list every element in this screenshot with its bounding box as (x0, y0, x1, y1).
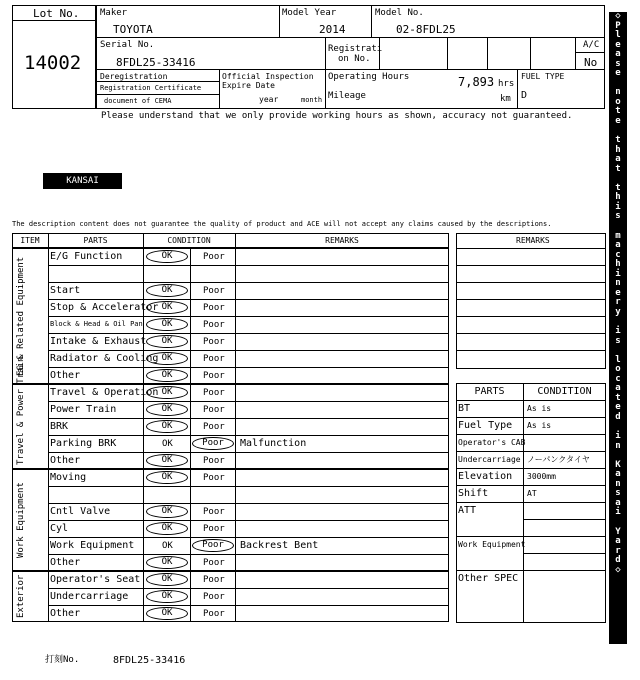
vertical-notice-bar (609, 12, 627, 644)
sidebar-char: m (615, 230, 621, 241)
registration-certificate-label: Registration Certificate (100, 84, 202, 92)
row-divider (48, 418, 449, 419)
remark-text: Malfunction (240, 438, 307, 449)
condition-ok: OK (146, 454, 188, 467)
sidebar-char: ◇ (615, 564, 621, 575)
row-divider (48, 554, 449, 555)
group-label: Work Equipment (16, 482, 26, 558)
condition-poor: Poor (203, 337, 225, 347)
spec-part: Fuel Type (458, 420, 513, 431)
row-divider (48, 401, 449, 402)
inspection-label-1: Official Inspection (222, 72, 314, 81)
document-cema-label: document of CEMA (104, 97, 172, 105)
row-divider (456, 417, 606, 418)
condition-header: CONDITION (537, 386, 592, 397)
sidebar-char: K (615, 459, 621, 470)
row-divider (456, 434, 606, 435)
col-item-header: ITEM (20, 236, 40, 245)
col-remarks-header: REMARKS (325, 236, 359, 245)
sidebar-char: a (615, 240, 621, 251)
sidebar-char: n (615, 440, 621, 451)
row-divider (456, 536, 606, 537)
row-divider (523, 519, 606, 520)
sidebar-char: l (615, 354, 621, 365)
part-name: Block & Head & Oil Pan (50, 320, 143, 328)
group-label: Exterior (16, 574, 26, 618)
spec-part: Work Equipment (458, 540, 526, 549)
part-name: Other (50, 608, 81, 619)
row-divider (48, 435, 449, 436)
row-divider (456, 451, 606, 452)
row-divider (48, 282, 449, 283)
condition-ok: OK (146, 369, 188, 382)
condition-ok: OK (146, 250, 188, 263)
km-label: km (500, 94, 511, 104)
serial-label: Serial No. (100, 40, 155, 50)
remarks-rule-line (456, 248, 606, 249)
sidebar-char: a (615, 49, 621, 60)
condition-ok: OK (146, 386, 188, 399)
part-name: Moving (50, 472, 87, 483)
column-divider (523, 383, 524, 623)
remark-text: Backrest Bent (240, 540, 319, 551)
condition-poor: Poor (203, 558, 225, 568)
sidebar-char: i (615, 268, 621, 279)
fuel-type-value: D (521, 90, 528, 101)
row-divider (48, 350, 449, 351)
row-divider (48, 452, 449, 453)
sidebar-char: i (615, 326, 621, 337)
hrs-label: hrs (498, 79, 515, 89)
sidebar-char: ◇ (615, 11, 621, 21)
sidebar-char: t (615, 392, 621, 403)
model-year-label: Model Year (282, 8, 337, 18)
remarks-rule-line (456, 265, 606, 266)
spec-part: Undercarriage (458, 455, 521, 464)
row-divider (48, 265, 449, 266)
maker-label: Maker (100, 8, 128, 18)
condition-ok: OK (146, 590, 188, 603)
remarks-rule-line (456, 282, 606, 283)
sidebar-char: o (615, 364, 621, 375)
sidebar-char: s (615, 58, 621, 69)
parts-table-border (456, 383, 606, 623)
part-name: Other (50, 370, 81, 381)
spec-part: Other SPEC (458, 573, 519, 584)
row-divider (48, 367, 449, 368)
sidebar-char: c (615, 373, 621, 384)
parts-header: PARTS (474, 386, 505, 397)
operating-hours-value: 7,893 (458, 75, 495, 89)
row-divider (48, 316, 449, 317)
condition-ok: OK (146, 420, 188, 433)
sidebar-char: e (615, 287, 621, 298)
part-name: Radiator & Cooling (50, 353, 159, 364)
sidebar-char: i (615, 201, 621, 212)
condition-ok: OK (146, 573, 188, 586)
model-year-value: 2014 (319, 23, 346, 36)
header-divider (456, 400, 606, 401)
location-badge: KANSAI (43, 173, 122, 189)
spec-part: BT (458, 403, 471, 414)
sidebar-char: d (615, 411, 621, 422)
part-name: Cyl (50, 523, 69, 534)
sidebar-char: i (615, 507, 621, 518)
part-name: Parking BRK (50, 438, 117, 449)
sidebar-char: t (615, 135, 621, 146)
condition-poor: Poor (203, 320, 225, 330)
condition-poor: Poor (203, 473, 225, 483)
condition-poor: Poor (203, 252, 225, 262)
sidebar-char: r (615, 545, 621, 556)
column-divider (143, 571, 144, 622)
condition-ok: OK (146, 335, 188, 348)
sidebar-char: h (615, 259, 621, 270)
spec-part: ATT (458, 505, 477, 516)
row-divider (456, 485, 606, 486)
part-name: Cntl Valve (50, 506, 111, 517)
mileage-label: Mileage (328, 91, 366, 101)
condition-poor: Poor (192, 539, 234, 552)
col-parts-header: PARTS (83, 236, 108, 245)
sidebar-char: e (615, 402, 621, 413)
column-divider (48, 384, 49, 469)
month-label: month (301, 96, 323, 104)
sidebar-char: t (615, 163, 621, 174)
sidebar-char: Y (615, 526, 621, 537)
condition-poor: Poor (203, 422, 225, 432)
condition-ok: OK (146, 522, 188, 535)
row-divider (48, 333, 449, 334)
spec-part: Shift (458, 488, 489, 499)
spec-part: Operator's CAB (458, 438, 526, 447)
part-name: BRK (50, 421, 69, 432)
condition-ok: OK (146, 505, 188, 518)
part-name: Travel & Operation (50, 387, 159, 398)
sidebar-char: a (615, 383, 621, 394)
sidebar-char: d (615, 555, 621, 566)
sidebar-char: e (615, 116, 621, 127)
row-divider (456, 468, 606, 469)
sidebar-char: h (615, 192, 621, 203)
remarks-rule-line (456, 316, 606, 317)
part-name: Start (50, 285, 81, 296)
condition-ok: OK (146, 556, 188, 569)
deregistration-label: Deregistration (100, 72, 168, 81)
row-divider (523, 553, 606, 554)
sidebar-char: n (615, 87, 621, 98)
row-divider (456, 502, 606, 503)
sidebar-char: e (615, 68, 621, 79)
right-parts-table (456, 383, 606, 623)
model-no-value: 02-8FDL25 (396, 23, 456, 36)
sidebar-char: l (615, 30, 621, 41)
hours-notice: Please understand that we only provide working hours as shown, accuracy not guaranteed. (101, 111, 573, 121)
sidebar-char: a (615, 469, 621, 480)
serial-value: 8FDL25-33416 (116, 56, 196, 69)
sidebar-char: a (615, 497, 621, 508)
spec-part: Elevation (458, 471, 513, 482)
ac-label: A/C (583, 40, 600, 50)
condition-table (12, 233, 449, 623)
sidebar-char: o (615, 96, 621, 107)
sidebar-char: a (615, 154, 621, 165)
fuel-type-label: FUEL TYPE (521, 72, 565, 81)
condition-ok: OK (146, 284, 188, 297)
spec-condition: ノーパンクタイヤ (527, 455, 590, 464)
condition-poor: Poor (203, 507, 225, 517)
condition-poor: Poor (203, 609, 225, 619)
right-remarks-label: REMARKS (516, 236, 550, 245)
right-remarks-box (456, 233, 606, 369)
condition-ok: OK (146, 318, 188, 331)
condition-poor: Poor (203, 354, 225, 364)
row-divider (48, 537, 449, 538)
sidebar-char: h (615, 144, 621, 155)
stamp-label: 打刻No. (45, 655, 80, 665)
condition-poor: Poor (203, 524, 225, 534)
condition-poor: Poor (203, 592, 225, 602)
sidebar-char: t (615, 106, 621, 117)
part-name: E/G Function (50, 251, 123, 262)
spec-condition: As is (527, 421, 552, 430)
registration-label-1: Registrati (328, 44, 383, 54)
maker-value: TOYOTA (113, 23, 153, 36)
part-name: Other (50, 455, 81, 466)
part-name: Operator's Seat (50, 574, 141, 585)
col-condition-header: CONDITION (167, 236, 211, 245)
row-divider (48, 486, 449, 487)
sidebar-char: n (615, 478, 621, 489)
condition-poor: Poor (203, 388, 225, 398)
sidebar-char: c (615, 249, 621, 260)
condition-poor: Poor (192, 437, 234, 450)
sidebar-char: e (615, 39, 621, 50)
ac-value: No (584, 56, 598, 69)
column-divider (235, 384, 236, 469)
row-divider (48, 503, 449, 504)
condition-ok: OK (146, 352, 188, 365)
condition-poor: Poor (203, 405, 225, 415)
remarks-rule-line (456, 350, 606, 351)
row-divider (456, 570, 606, 571)
condition-poor: Poor (203, 303, 225, 313)
sidebar-char: t (615, 182, 621, 193)
condition-poor: Poor (203, 456, 225, 466)
column-divider (190, 384, 191, 469)
condition-poor: Poor (203, 371, 225, 381)
row-divider (48, 520, 449, 521)
sidebar-char: a (615, 536, 621, 547)
row-divider (48, 299, 449, 300)
sidebar-char: y (615, 306, 621, 317)
part-name: Stop & Accelerator (50, 302, 159, 313)
column-divider (190, 571, 191, 622)
sidebar-char: n (615, 278, 621, 289)
column-divider (48, 571, 49, 622)
year-label: year (259, 95, 279, 104)
operating-hours-label: Operating Hours (328, 72, 410, 82)
row-divider (48, 588, 449, 589)
condition-poor: Poor (203, 575, 225, 585)
group-label: EG & Related Equipment (16, 256, 26, 376)
stamp-value: 8FDL25-33416 (113, 655, 186, 666)
condition-ok: OK (146, 471, 188, 484)
condition-ok: OK (146, 607, 188, 620)
part-name: Intake & Exhaust (50, 336, 147, 347)
spec-condition: 3000mm (527, 472, 556, 481)
condition-ok: OK (146, 403, 188, 416)
part-name: Work Equipment (50, 540, 135, 551)
part-name: Power Train (50, 404, 117, 415)
sidebar-char: i (615, 431, 621, 442)
sidebar-char: P (615, 20, 621, 31)
sidebar-char: s (615, 211, 621, 222)
spec-condition: As is (527, 404, 552, 413)
row-divider (48, 605, 449, 606)
condition-ok: OK (162, 541, 173, 551)
registration-label-2: on No. (338, 54, 371, 64)
model-no-label: Model No. (375, 8, 424, 18)
remarks-rule-line (456, 333, 606, 334)
condition-ok: OK (162, 439, 173, 449)
group-label: Travel & Power Train (16, 356, 26, 465)
disclaimer: The description content does not guarantee the quality of product and ACE will not accept any claims caused by the descriptions. (12, 220, 552, 228)
column-divider (235, 571, 236, 622)
lot-label: Lot No. (33, 7, 80, 20)
inspection-label-2: Expire Date (222, 81, 275, 90)
lot-number: 14002 (24, 52, 82, 74)
condition-poor: Poor (203, 286, 225, 296)
remarks-rule-line (456, 299, 606, 300)
condition-ok: OK (146, 301, 188, 314)
spec-condition: AT (527, 489, 537, 498)
sidebar-char: r (615, 297, 621, 308)
sidebar-char: s (615, 335, 621, 346)
part-name: Undercarriage (50, 591, 129, 602)
sidebar-char: s (615, 488, 621, 499)
part-name: Other (50, 557, 81, 568)
